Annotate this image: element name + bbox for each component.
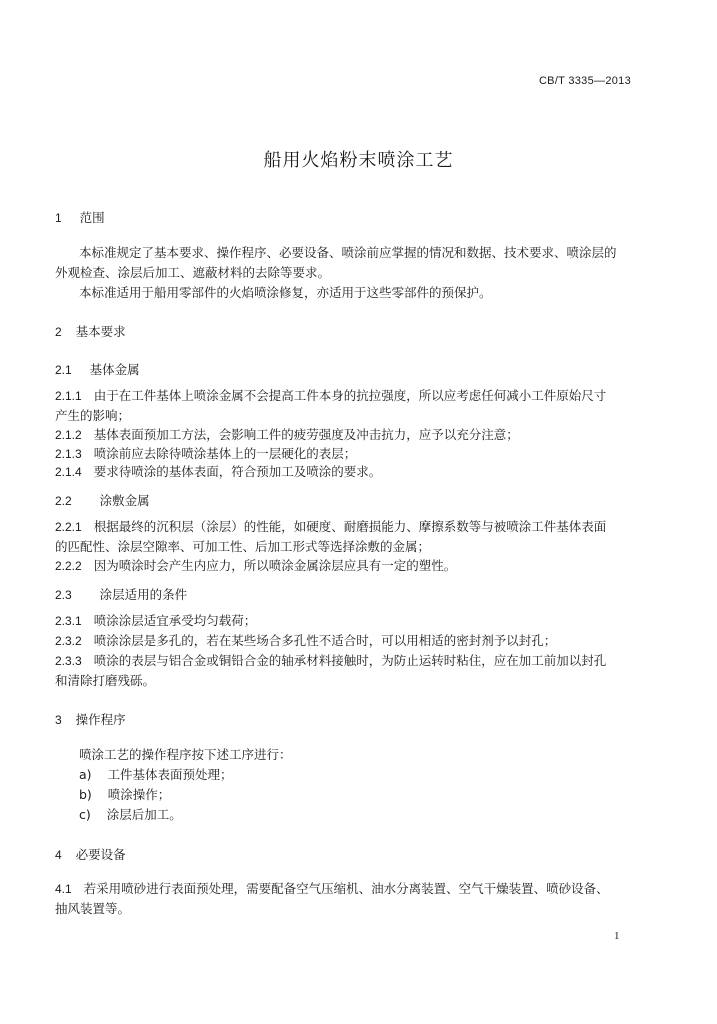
clause-text: 喷涂前应去除待喷涂基体上的一层硬化的表层； [93,446,357,461]
clause-number: 2.3.1 [55,614,82,628]
list-item-text: 喷涂操作； [107,787,171,802]
subsection-title: 涂敷金属 [99,493,150,508]
document-title: 船用火焰粉末喷涂工艺 [263,150,454,171]
clause-number: 2.1.2 [55,428,82,442]
section-number: 2 [55,325,62,339]
standard-number: CB/T 3335—2013 [538,75,631,87]
clause-number: 2.3.3 [55,654,82,668]
section-title: 操作程序 [75,712,126,727]
list-item [79,806,182,823]
clause-number: 2.2.2 [55,559,82,573]
clause-number: 2.2.1 [55,520,82,534]
section-number: 4 [55,848,62,862]
section-2-heading [55,322,126,340]
clause-text: 喷涂涂层是多孔的，若在某些场合多孔性不适合时，可以用相适的密封剂予以封孔； [93,633,557,648]
subsection-number: 2.3 [55,588,72,602]
section-3-heading [55,710,126,728]
clause-2-3-3 [55,652,606,670]
section-1-heading [55,208,105,226]
clause-text: 由于在工件基体上喷涂金属不会提高工件本身的抗拉强度，所以应考虑任何减小工件原始尺寸 [93,388,607,403]
clause-2-1-4 [55,463,381,481]
clause-2-2-2 [55,557,456,575]
list-item-label: b) [79,787,92,802]
clause-2-3-1 [55,612,256,630]
section-1-paragraph-2: 本标准适用于船用零部件的火焰喷涂修复，亦适用于这些零部件的预保护。 [79,285,492,300]
clause-number: 2.1.4 [55,465,82,479]
section-4-heading [55,845,126,863]
list-item-label: c) [79,807,91,822]
clause-text: 因为喷涂时会产生内应力，所以喷涂金属涂层应具有一定的塑性。 [93,558,457,573]
section-1-paragraph-1-line-1: 本标准规定了基本要求、操作程序、必要设备、喷涂前应掌握的情况和数据、技术要求、喷涂层的 [79,245,617,260]
clause-number: 2.1.1 [55,389,82,403]
subsection-number: 2.2 [55,494,72,508]
section-number: 1 [55,211,62,225]
clause-text: 根据最终的沉积层（涂层）的性能，如硬度、耐磨损能力、摩擦系数等与被喷涂工件基体表面 [93,519,607,534]
clause-text: 基体表面预加工方法，会影响工件的疲劳强度及冲击抗力，应予以充分注意； [93,427,519,442]
clause-2-2-1-continued: 的匹配性、涂层空隙率、可加工性、后加工形式等选择涂敷的金属； [55,539,431,554]
clause-4-1 [55,880,609,898]
subsection-2-3-heading [55,585,187,603]
clause-2-3-3-continued: 和清除打磨残砾。 [55,673,156,688]
subsection-title: 涂层适用的条件 [99,587,188,602]
subsection-2-2-heading [55,491,150,509]
section-title: 基本要求 [75,324,126,339]
subsection-title: 基体金属 [89,362,140,377]
subsection-number: 2.1 [55,363,72,377]
clause-number: 4.1 [55,882,72,896]
clause-2-1-1-continued: 产生的影响； [55,408,131,423]
clause-number: 2.1.3 [55,447,82,461]
clause-2-1-2 [55,426,519,444]
clause-2-1-3 [55,445,356,463]
list-item [79,786,170,803]
section-1-paragraph-1-line-2: 外观检查、涂层后加工、遮蔽材料的去除等要求。 [55,265,331,280]
list-item-text: 涂层后加工。 [106,807,182,822]
subsection-2-1-heading [55,360,140,378]
list-item [79,766,233,783]
clause-number: 2.3.2 [55,634,82,648]
clause-text: 喷涂的表层与铝合金或铜铅合金的轴承材料接触时，为防止运转时粘住，应在加工前加以封孔 [93,653,607,668]
section-title: 范围 [79,210,105,225]
section-title: 必要设备 [75,847,126,862]
clause-2-2-1 [55,518,606,536]
list-item-text: 工件基体表面预处理； [107,767,233,782]
section-number: 3 [55,713,62,727]
clause-text: 若采用喷砂进行表面预处理，需要配备空气压缩机、油水分离装置、空气干燥装置、喷砂设备、 [83,881,609,896]
section-3-intro: 喷涂工艺的操作程序按下述工序进行： [79,747,292,762]
clause-text: 要求待喷涂的基体表面，符合预加工及喷涂的要求。 [93,464,382,479]
clause-2-3-2 [55,632,556,650]
page-number: 1 [614,930,620,942]
clause-4-1-continued: 抽风装置等。 [55,901,131,916]
clause-2-1-1 [55,387,606,405]
clause-text: 喷涂涂层适宜承受均匀载荷； [93,613,257,628]
list-item-label: a) [79,767,92,782]
